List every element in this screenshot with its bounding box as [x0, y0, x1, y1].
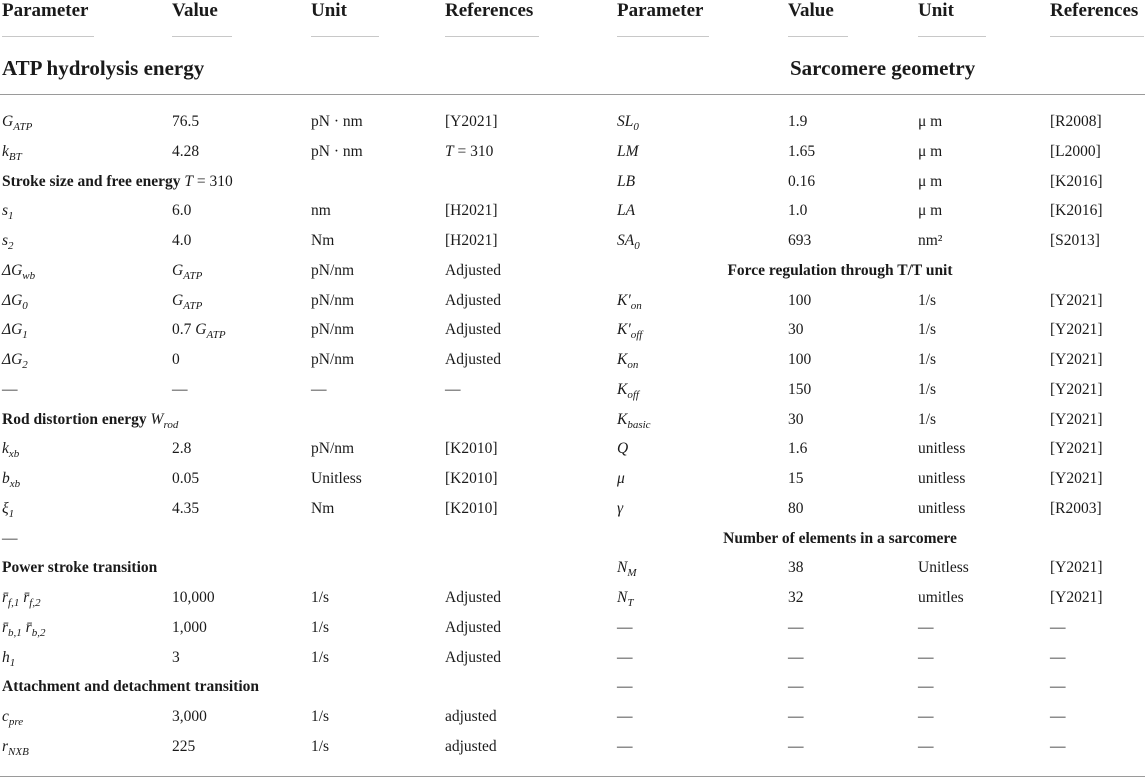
left-cell-unit: pN/nm — [311, 261, 355, 279]
header-value-right: Value — [788, 0, 834, 21]
right-table-row — [0, 408, 1145, 432]
right-cell-unit: nm² — [918, 232, 943, 249]
section-title-sarcomere: Sarcomere geometry — [790, 56, 976, 80]
right-cell-value: 32 — [788, 589, 804, 606]
left-cell-unit: nm — [311, 202, 331, 220]
left-cell-unit: pN/nm — [311, 351, 355, 368]
right-table-row — [0, 199, 1145, 223]
left-cell-reference: [K2010] — [445, 440, 498, 458]
right-table-row — [0, 378, 1145, 402]
right-cell-reference: [Y2021] — [1050, 380, 1103, 398]
left-cell-reference: — — [445, 380, 461, 398]
right-cell-value: 693 — [788, 232, 812, 249]
left-cell-parameter: $r_{NXB}$ — [2, 737, 29, 758]
left-cell-reference: T = 310 — [445, 142, 494, 160]
right-table-row — [0, 497, 1145, 521]
left-cell-unit: 1/s — [311, 618, 330, 636]
right-cell-reference: — — [1050, 618, 1066, 636]
right-subheading: Force regulation through T/T unit — [727, 261, 953, 279]
left-cell-unit: Unitless — [311, 470, 362, 487]
right-cell-unit: 1/s — [918, 351, 937, 368]
right-cell-value: 1.9 — [788, 113, 808, 130]
header-underline — [311, 36, 379, 37]
left-cell-parameter: $\Delta G_0$ — [2, 291, 28, 312]
right-cell-unit: — — [918, 708, 934, 725]
table-rule-bottom — [0, 776, 1145, 777]
right-cell-value: — — [788, 708, 804, 725]
right-cell-unit: unitless — [918, 440, 966, 458]
left-cell-parameter: $r̄_{f,1}$ $r̄_{f,2}$ — [2, 589, 41, 610]
header-parameter-right: Parameter — [617, 0, 704, 21]
header-unit-right: Unit — [918, 0, 954, 21]
left-cell-parameter: — — [2, 380, 18, 398]
right-cell-unit: μ m — [918, 172, 943, 190]
right-table-row — [0, 646, 1145, 670]
left-cell-parameter: $h_1$ — [2, 648, 16, 669]
right-cell-reference: [R2003] — [1050, 499, 1102, 517]
header-underline — [1050, 36, 1144, 37]
left-cell-value: 3 — [172, 648, 180, 666]
right-cell-parameter: $N_T$ — [617, 589, 634, 610]
right-cell-value: 80 — [788, 499, 804, 517]
left-cell-reference: [K2010] — [445, 499, 498, 517]
left-subheading: Rod distortion energy $W_{rod}$ — [2, 410, 179, 431]
right-cell-parameter: — — [617, 708, 633, 725]
right-table-row — [0, 140, 1145, 164]
right-cell-parameter: $K'_{off}$ — [617, 321, 643, 342]
right-cell-unit: Unitless — [918, 559, 969, 577]
right-cell-value: 38 — [788, 559, 804, 577]
right-cell-reference: — — [1050, 648, 1066, 666]
left-cell-reference: Adjusted — [445, 589, 501, 606]
right-table-row — [0, 467, 1145, 491]
left-cell-parameter: — — [2, 529, 18, 547]
left-subheading: Power stroke transition — [2, 559, 158, 577]
right-cell-value: 1.0 — [788, 202, 808, 220]
left-cell-parameter: $s_1$ — [2, 202, 14, 223]
right-cell-parameter: $SA_0$ — [617, 232, 640, 253]
left-cell-parameter: $G_{ATP}$ — [2, 113, 33, 134]
right-cell-reference: — — [1050, 678, 1066, 696]
right-table-row — [0, 735, 1145, 759]
header-underline — [445, 36, 539, 37]
right-cell-parameter: — — [617, 678, 633, 696]
left-cell-reference: Adjusted — [445, 618, 501, 636]
header-underline — [788, 36, 848, 37]
right-cell-unit: unitless — [918, 499, 966, 517]
right-cell-reference: [Y2021] — [1050, 351, 1103, 368]
left-cell-parameter: $k_{xb}$ — [2, 440, 20, 461]
left-cell-value: 0.05 — [172, 470, 200, 487]
right-cell-reference: [K2016] — [1050, 202, 1103, 220]
left-cell-unit: pN/nm — [311, 291, 355, 309]
left-cell-reference: [H2021] — [445, 202, 498, 220]
left-cell-unit: pN/nm — [311, 321, 355, 339]
left-cell-unit: Nm — [311, 232, 335, 249]
right-table-row — [0, 527, 1145, 551]
right-table-row — [0, 556, 1145, 580]
right-table-row — [0, 170, 1145, 194]
left-subheading: Stroke size and free energy T = 310 — [2, 172, 233, 190]
left-cell-parameter: $r̄_{b,1}$ $r̄_{b,2}$ — [2, 618, 46, 639]
left-cell-parameter: $\Delta G_1$ — [2, 321, 28, 342]
left-cell-reference: adjusted — [445, 708, 497, 725]
table-rule-top — [0, 94, 1145, 95]
header-references: References — [445, 0, 534, 21]
right-cell-unit: μ m — [918, 202, 943, 220]
left-cell-value: 6.0 — [172, 202, 192, 220]
right-cell-unit: 1/s — [918, 291, 937, 309]
left-cell-value: 0 — [172, 351, 180, 368]
right-cell-parameter: LB — [617, 172, 636, 190]
right-table-row — [0, 229, 1145, 253]
right-cell-unit: — — [918, 618, 934, 636]
left-cell-reference: Adjusted — [445, 648, 501, 666]
right-table-row — [0, 616, 1145, 640]
left-cell-parameter: $\xi_1$ — [2, 499, 15, 520]
right-cell-parameter: — — [617, 648, 633, 666]
right-cell-unit: — — [918, 648, 934, 666]
right-cell-parameter: $N_M$ — [617, 559, 637, 580]
right-cell-parameter: $K'_{on}$ — [617, 291, 642, 312]
left-cell-reference: Adjusted — [445, 321, 501, 339]
header-value: Value — [172, 0, 218, 21]
left-cell-value: 0.7 $G_{ATP}$ — [172, 321, 226, 342]
right-cell-parameter: — — [617, 737, 633, 755]
left-cell-value: 3,000 — [172, 708, 207, 725]
right-cell-parameter: μ — [617, 470, 625, 487]
header-underline — [918, 36, 986, 37]
right-cell-parameter: $K_{off}$ — [617, 380, 639, 401]
header-unit: Unit — [311, 0, 347, 21]
left-cell-value: 1,000 — [172, 618, 207, 636]
left-cell-reference: Adjusted — [445, 291, 501, 309]
right-cell-parameter: $K_{basic}$ — [617, 410, 651, 431]
left-cell-value: $G_{ATP}$ — [172, 291, 203, 312]
right-cell-reference: [S2013] — [1050, 232, 1100, 249]
right-table-row — [0, 318, 1145, 342]
left-cell-value: 76.5 — [172, 113, 200, 130]
right-cell-value: 0.16 — [788, 172, 816, 190]
right-cell-unit: 1/s — [918, 321, 937, 339]
right-subheading: Number of elements in a sarcomere — [723, 529, 957, 547]
right-cell-unit: μ m — [918, 142, 943, 160]
left-cell-reference: adjusted — [445, 737, 497, 755]
left-cell-value: 4.28 — [172, 142, 200, 160]
right-cell-reference: [L2000] — [1050, 142, 1101, 160]
right-cell-unit: unitless — [918, 470, 966, 487]
right-table-row — [0, 437, 1145, 461]
left-cell-parameter: $\Delta G_2$ — [2, 351, 28, 372]
right-cell-parameter: LM — [617, 142, 639, 160]
left-cell-parameter: $k_{BT}$ — [2, 142, 22, 163]
right-cell-unit: — — [918, 678, 934, 696]
right-cell-unit: μ m — [918, 113, 943, 130]
left-cell-value: — — [172, 380, 188, 398]
section-title-atp: ATP hydrolysis energy — [2, 56, 205, 80]
left-cell-unit: 1/s — [311, 708, 330, 725]
right-cell-parameter: Q — [617, 440, 629, 458]
right-cell-value: 100 — [788, 351, 812, 368]
left-cell-unit: 1/s — [311, 737, 330, 755]
right-table-row — [0, 289, 1145, 313]
right-cell-parameter: γ — [617, 499, 624, 517]
right-cell-reference: [Y2021] — [1050, 559, 1103, 577]
right-cell-value: 15 — [788, 470, 804, 487]
left-cell-unit: pN · nm — [311, 113, 363, 130]
right-cell-unit: 1/s — [918, 410, 937, 428]
left-cell-value: 4.35 — [172, 499, 200, 517]
right-cell-reference: [Y2021] — [1050, 589, 1103, 606]
right-cell-reference: [K2016] — [1050, 172, 1103, 190]
left-cell-value: $G_{ATP}$ — [172, 261, 203, 282]
header-underline — [2, 36, 94, 37]
right-cell-reference: [Y2021] — [1050, 410, 1103, 428]
left-cell-unit: Nm — [311, 499, 335, 517]
right-cell-parameter: — — [617, 618, 633, 636]
left-cell-reference: Adjusted — [445, 261, 501, 279]
left-cell-unit: 1/s — [311, 648, 330, 666]
right-cell-parameter: $SL_0$ — [617, 113, 639, 134]
header-references-right: References — [1050, 0, 1139, 21]
left-cell-unit: 1/s — [311, 589, 330, 606]
right-cell-value: 30 — [788, 321, 804, 339]
left-cell-unit: — — [311, 380, 327, 398]
right-cell-value: 100 — [788, 291, 812, 309]
right-cell-reference: [R2008] — [1050, 113, 1102, 130]
left-cell-value: 10,000 — [172, 589, 215, 606]
left-cell-parameter: $s_2$ — [2, 232, 14, 253]
left-cell-unit: pN · nm — [311, 142, 363, 160]
right-cell-reference: — — [1050, 708, 1066, 725]
right-cell-reference: [Y2021] — [1050, 291, 1103, 309]
right-cell-parameter: $K_{on}$ — [617, 351, 639, 372]
right-cell-reference: — — [1050, 737, 1066, 755]
right-cell-reference: [Y2021] — [1050, 321, 1103, 339]
left-cell-value: 2.8 — [172, 440, 192, 458]
right-cell-value: 30 — [788, 410, 804, 428]
right-cell-reference: [Y2021] — [1050, 470, 1103, 487]
right-cell-value: — — [788, 618, 804, 636]
left-cell-reference: Adjusted — [445, 351, 501, 368]
left-cell-reference: [K2010] — [445, 470, 498, 487]
left-cell-parameter: $\Delta G_{wb}$ — [2, 261, 36, 282]
right-table-row — [0, 586, 1145, 610]
left-cell-value: 225 — [172, 737, 196, 755]
right-cell-value: — — [788, 737, 804, 755]
right-cell-unit: 1/s — [918, 380, 937, 398]
left-cell-reference: [H2021] — [445, 232, 498, 249]
header-parameter: Parameter — [2, 0, 89, 21]
right-cell-value: — — [788, 678, 804, 696]
header-underline — [172, 36, 232, 37]
right-cell-reference: [Y2021] — [1050, 440, 1103, 458]
right-cell-value: 1.6 — [788, 440, 808, 458]
left-cell-value: 4.0 — [172, 232, 192, 249]
left-cell-parameter: $b_{xb}$ — [2, 470, 21, 491]
right-cell-unit: — — [918, 737, 934, 755]
right-table-row — [0, 675, 1145, 699]
right-table-row — [0, 110, 1145, 134]
left-cell-parameter: $c_{pre}$ — [2, 708, 24, 729]
header-underline — [617, 36, 709, 37]
right-table-row — [0, 348, 1145, 372]
right-table-row — [0, 705, 1145, 729]
right-cell-unit: umitles — [918, 589, 964, 606]
left-subheading: Attachment and detachment transition — [2, 678, 260, 696]
left-cell-unit: pN/nm — [311, 440, 355, 458]
left-cell-reference: [Y2021] — [445, 113, 498, 130]
right-table-row — [0, 259, 1145, 283]
right-cell-value: 150 — [788, 380, 812, 398]
right-cell-value: — — [788, 648, 804, 666]
right-cell-value: 1.65 — [788, 142, 816, 160]
right-cell-parameter: LA — [617, 202, 636, 220]
